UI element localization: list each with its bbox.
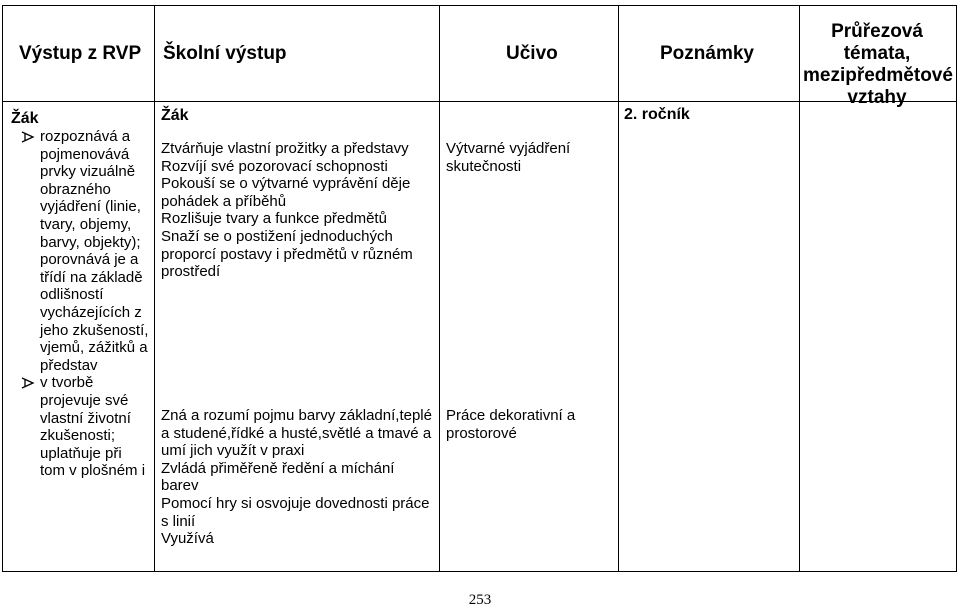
list-item: Zvládá přiměřeně ředění a míchání barev xyxy=(161,459,395,495)
column-divider xyxy=(154,6,155,571)
rvp-output-text: v tvorbě projevuje své vlastní životní zkušenosti; uplatňuje při tom v plošném i xyxy=(40,374,146,480)
curriculum-item-1: Výtvarné vyjádření skutečnosti xyxy=(446,140,571,175)
list-item: Rozlišuje tvary a funkce předmětů xyxy=(161,210,387,228)
rvp-subject-label: Žák xyxy=(11,110,39,127)
header-notes: Poznámky xyxy=(660,43,754,64)
curriculum-item-2: Práce dekorativní a prostorové xyxy=(446,407,576,442)
list-item: Ztvárňuje vlastní prožitky a představy xyxy=(161,140,409,157)
list-item: Rozvíjí své pozorovací schopnosti xyxy=(161,157,388,175)
list-item: Využívá xyxy=(161,530,214,548)
column-divider xyxy=(439,6,440,571)
school-subject-label: Žák xyxy=(161,107,189,124)
header-cross-curricular: Průřezová témata, mezipředmětové vztahy xyxy=(803,21,953,108)
page-number: 253 xyxy=(468,592,492,608)
school-outputs-block-2 xyxy=(161,407,433,548)
arrow-bullet-icon xyxy=(21,130,35,144)
grade-label: 2. ročník xyxy=(624,106,690,123)
header-curriculum: Učivo xyxy=(506,43,558,64)
rvp-output-list xyxy=(21,128,149,480)
curriculum-table xyxy=(2,5,957,572)
header-rvp-output: Výstup z RVP xyxy=(19,43,142,64)
list-item xyxy=(21,374,149,480)
arrow-bullet-icon xyxy=(21,376,35,390)
list-item: Pokouší se o výtvarné vyprávění děje pohádek a příběhů xyxy=(161,175,411,210)
list-item: Pomocí hry si osvojuje dovednosti práce s linií xyxy=(161,494,430,530)
list-item: Zná a rozumí pojmu barvy základní,teplé a studené,řídké a husté,světlé a tmavé a umí jich využít v praxi xyxy=(161,407,432,460)
column-divider xyxy=(799,6,800,571)
column-divider xyxy=(618,6,619,571)
list-item: Snaží se o postižení jednoduchých proporcí postavy i předmětů v různém prostředí xyxy=(161,227,413,281)
school-outputs-block-1 xyxy=(161,140,433,281)
list-item xyxy=(21,128,149,374)
header-school-output: Školní výstup xyxy=(163,43,287,64)
rvp-output-text: rozpoznává a pojmenovává prvky vizuálně obrazného vyjádření (linie, tvary, objemy, barvy, objekty); porovnává je a třídí na základě odlišností vycházejících z jeho zkušeností, vjemů, zážitků a představ xyxy=(40,128,149,374)
